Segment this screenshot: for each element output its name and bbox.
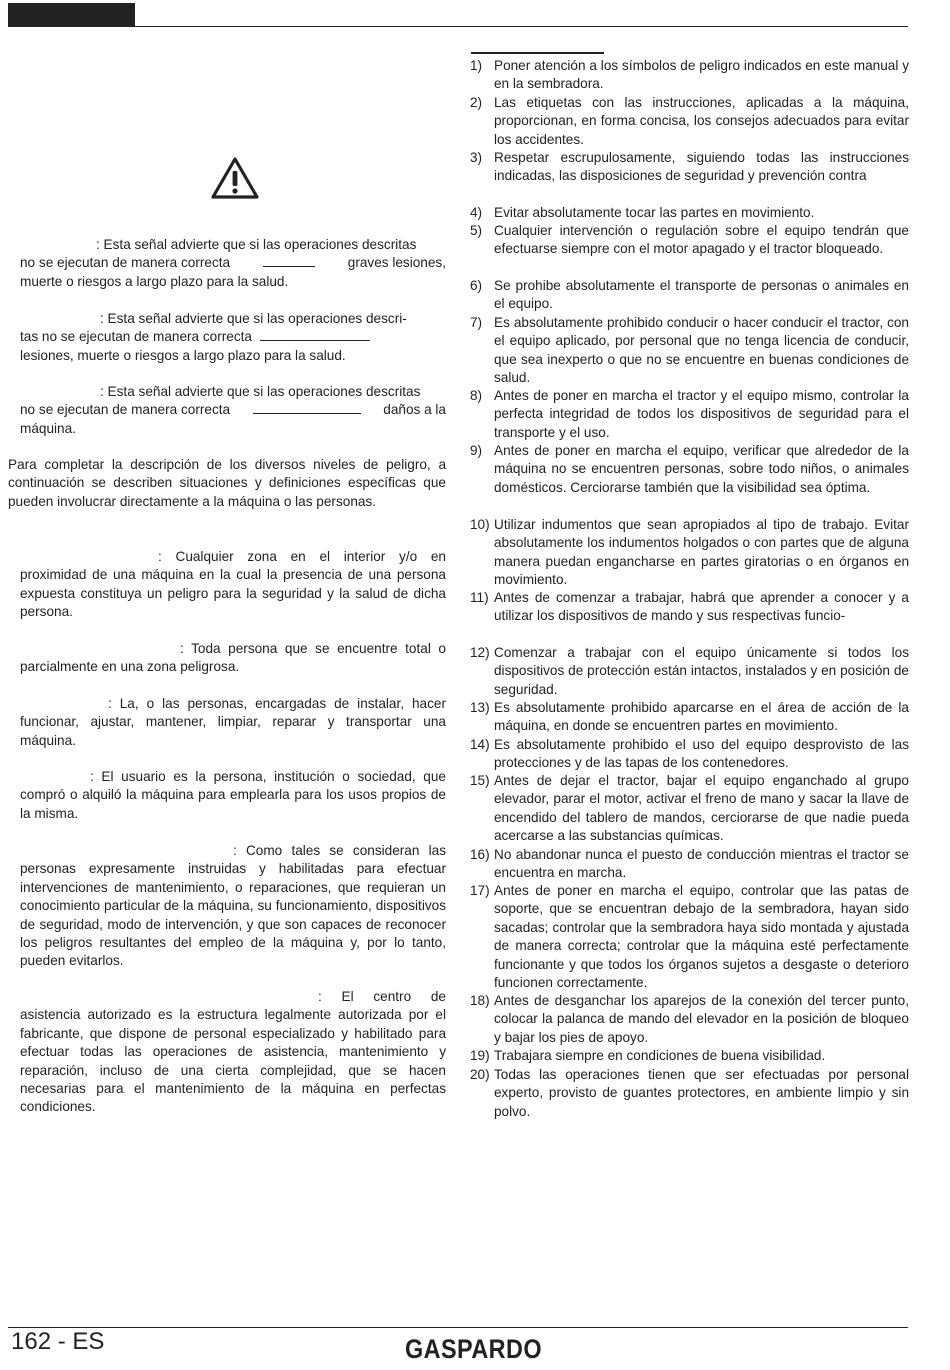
rule-number: 19) (470, 1048, 490, 1063)
rule-text: Se prohibe absolutamente el transporte de personas o animales en el equipo. (494, 278, 909, 312)
rule-item (470, 387, 909, 442)
rule-item (470, 442, 909, 497)
rule-text: Antes de poner en marcha el equipo, verificar que alrededor de la máquina no se encuentren personas, sobre todo niños, o animales domésticos. Cerciorarse también que la visibilidad sea óptima. (494, 443, 909, 495)
warning-line-1: : Esta señal advierte que si las operaciones descri- (100, 311, 407, 326)
caution-definition (20, 383, 446, 438)
page-number: 162 - ES (11, 1328, 105, 1355)
section-title-rule (471, 52, 604, 54)
def-service-center: : El centro de asistencia autorizado es la estructura legalmente autorizada por el fabricante, que dispone de personal especializado y habilitado para efectuar todas las operaciones de asistencia, mantenimiento y reparación, incluso de una cierta complejidad, que se hacen necesarias para el mantenimiento de la máquina en perfectas condiciones. (20, 989, 446, 1115)
caution-line-2a: no se ejecutan de manera correcta (20, 402, 231, 418)
rule-item (470, 846, 909, 883)
rule-item (470, 699, 909, 736)
rule-item (470, 1066, 909, 1121)
warning-line-2a: tas no se ejecutan de manera correcta (20, 329, 252, 345)
caution-line-2b: daños a la (383, 402, 446, 418)
danger-blank (263, 254, 315, 267)
caution-line-1: : Esta señal advierte que si las operaciones descritas (100, 384, 421, 399)
rule-item (470, 516, 909, 590)
rule-text: Las etiquetas con las instrucciones, aplicadas a la máquina, proporcionan, en forma concisa, los consejos adecuados para evitar los accidentes. (494, 95, 909, 147)
danger-definition (20, 236, 446, 291)
gaspardo-logo (403, 1334, 544, 1362)
warning-blank (260, 328, 370, 341)
rule-item (470, 882, 909, 992)
intro-paragraph: Para completar la descripción de los diversos niveles de peligro, a continuación se describen situaciones y definiciones específicas que pueden involucrar directamente a la máquina o las personas. (8, 457, 446, 509)
rule-text: Comenzar a trabajar con el equipo únicamente si todos los dispositivos de protección están intactos, instalados y en posición de seguridad. (494, 645, 909, 697)
rule-item (470, 277, 909, 314)
rule-text: Poner atención a los símbolos de peligro indicados en este manual y en la sembradora. (494, 58, 909, 92)
rule-item (470, 772, 909, 846)
rule-number: 6) (470, 278, 483, 293)
header-rule (8, 26, 908, 27)
rule-item (470, 644, 909, 699)
def-specialized-personnel: : Como tales se consideran las personas expresamente instruidas y habilitadas para efectuar intervenciones de mantenimiento, o reparaciones, que requieran un conocimiento particular de la máquina, su funcionamiento, dispositivos de seguridad, modo de intervención, y que son capaces de reconocer los peligros resultantes del empleo de la máquina y, por lo tanto, pueden evitarlos. (20, 843, 446, 969)
rule-text: No abandonar nunca el puesto de conducción mientras el tractor se encuentra en marcha. (494, 847, 909, 881)
rule-item (470, 149, 909, 186)
rule-number: 5) (470, 223, 483, 238)
rule-number: 15) (470, 773, 490, 788)
warning-triangle-icon (210, 156, 260, 200)
rule-number: 16) (470, 847, 490, 862)
rule-number: 14) (470, 737, 490, 752)
def-user: : El usuario es la persona, institución o sociedad, que compró o alquiló la máquina para emplearla para los usos propios de la misma. (20, 769, 446, 821)
rule-item (470, 57, 909, 94)
svg-text:GASPARDO: GASPARDO (405, 1334, 542, 1364)
danger-line-2b: graves lesiones, (347, 255, 446, 271)
rule-text: Respetar escrupulosamente, siguiendo todas las instrucciones indicadas, las disposiciones de seguridad y prevención contra (494, 150, 909, 184)
rule-number: 7) (470, 315, 483, 330)
rule-item (470, 589, 909, 626)
rule-number: 9) (470, 443, 483, 458)
rule-number: 10) (470, 517, 490, 532)
header-bar (8, 3, 135, 27)
rule-text: Cualquier intervención o regulación sobre el equipo tendrán que efectuarse siempre con el motor apagado y el tractor bloqueado. (494, 223, 909, 257)
rule-text: Todas las operaciones tienen que ser efectuadas por personal experto, provisto de guantes protectores, en ambiente limpio y sin polvo. (494, 1067, 909, 1119)
rule-text: Es absolutamente prohibido conducir o hacer conducir el tractor, con el equipo aplicado, por personal que no tenga licencia de conducir, que sea inexperto o que no se encuentre en buenas condiciones de salud. (494, 315, 909, 386)
rule-item (470, 94, 909, 149)
rule-item (470, 314, 909, 388)
footer-rule (8, 1327, 908, 1328)
rule-text: Antes de dejar el tractor, bajar el equipo enganchado al grupo elevador, parar el motor, activar el freno de mano y sacar la llave de encendido del tablero de mandos, cerciorarse de que nadie pueda acercarse a las substancias químicas. (494, 773, 909, 844)
rule-text: Es absolutamente prohibido el uso del equipo desprovisto de las protecciones y de las tapas de los contenedores. (494, 737, 909, 771)
caution-line-3: máquina. (20, 420, 76, 436)
rule-number: 11) (470, 590, 489, 605)
rule-item (470, 204, 909, 222)
rule-number: 4) (470, 205, 483, 220)
rule-number: 8) (470, 388, 483, 403)
rule-number: 20) (470, 1067, 490, 1082)
rule-text: Es absolutamente prohibido aparcarse en el área de acción de la máquina, en donde se encuentren partes en movimiento. (494, 700, 909, 734)
rule-item (470, 1047, 909, 1065)
rule-text: Trabajara siempre en condiciones de buena visibilidad. (494, 1048, 826, 1063)
rule-number: 17) (470, 883, 490, 898)
rule-number: 13) (470, 700, 490, 715)
warning-line-3: lesiones, muerte o riesgos a largo plazo para la salud. (20, 347, 346, 363)
rule-item (470, 992, 909, 1047)
def-danger-zone: : Cualquier zona en el interior y/o en proximidad de una máquina en la cual la presencia de una persona expuesta constituya un peligro para la seguridad y la salud de dicha persona. (20, 549, 446, 620)
rule-item (470, 222, 909, 259)
rule-number: 3) (470, 150, 483, 165)
rule-text: Antes de poner en marcha el equipo, controlar que las patas de soporte, que se encuentran debajo de la sembradora, hayan sido sacadas; controlar que la sembradora haya sido montada y ajustada de manera correcta; controlar que la máquina esté perfectamente funcionante y que todos los órganos sujetos a desgaste o deterioro funcionen correctamente. (494, 883, 909, 991)
warning-definition (20, 310, 446, 365)
rule-text: Utilizar indumentos que sean apropiados al tipo de trabajo. Evitar absolutamente los indumentos holgados o con partes que de alguna manera puedan engancharse en partes giratorias o en órganos en movimiento. (494, 517, 909, 588)
rule-number: 2) (470, 95, 483, 110)
rule-text: Antes de poner en marcha el tractor y el equipo mismo, controlar la perfecta integridad de todos los dispositivos de seguridad para el transporte y el uso. (494, 388, 909, 440)
rule-text: Antes de desganchar los aparejos de la conexión del tercer punto, colocar la palanca de mando del elevador en la posición de bloqueo y bajar los pies de apoyo. (494, 993, 909, 1045)
rule-item (470, 736, 909, 773)
rule-number: 1) (470, 58, 483, 73)
danger-line-2a: no se ejecutan de manera correcta (20, 255, 231, 271)
caution-blank (253, 401, 361, 414)
rule-text: Antes de comenzar a trabajar, habrá que aprender a conocer y a utilizar los dispositivos de mando y sus respectivas funcio- (494, 590, 909, 624)
rule-text: Evitar absolutamente tocar las partes en movimiento. (494, 205, 815, 220)
rule-number: 18) (470, 993, 490, 1008)
rule-number: 12) (470, 645, 490, 660)
def-exposed-person: : Toda persona que se encuentre total o parcialmente en una zona peligrosa. (20, 641, 446, 675)
danger-line-3: muerte o riesgos a largo plazo para la salud. (20, 273, 289, 289)
danger-line-1: : Esta señal advierte que si las operaciones descritas (96, 237, 417, 252)
def-operator: : La, o las personas, encargadas de instalar, hacer funcionar, ajustar, mantener, limpiar, reparar y transportar una máquina. (20, 696, 446, 748)
